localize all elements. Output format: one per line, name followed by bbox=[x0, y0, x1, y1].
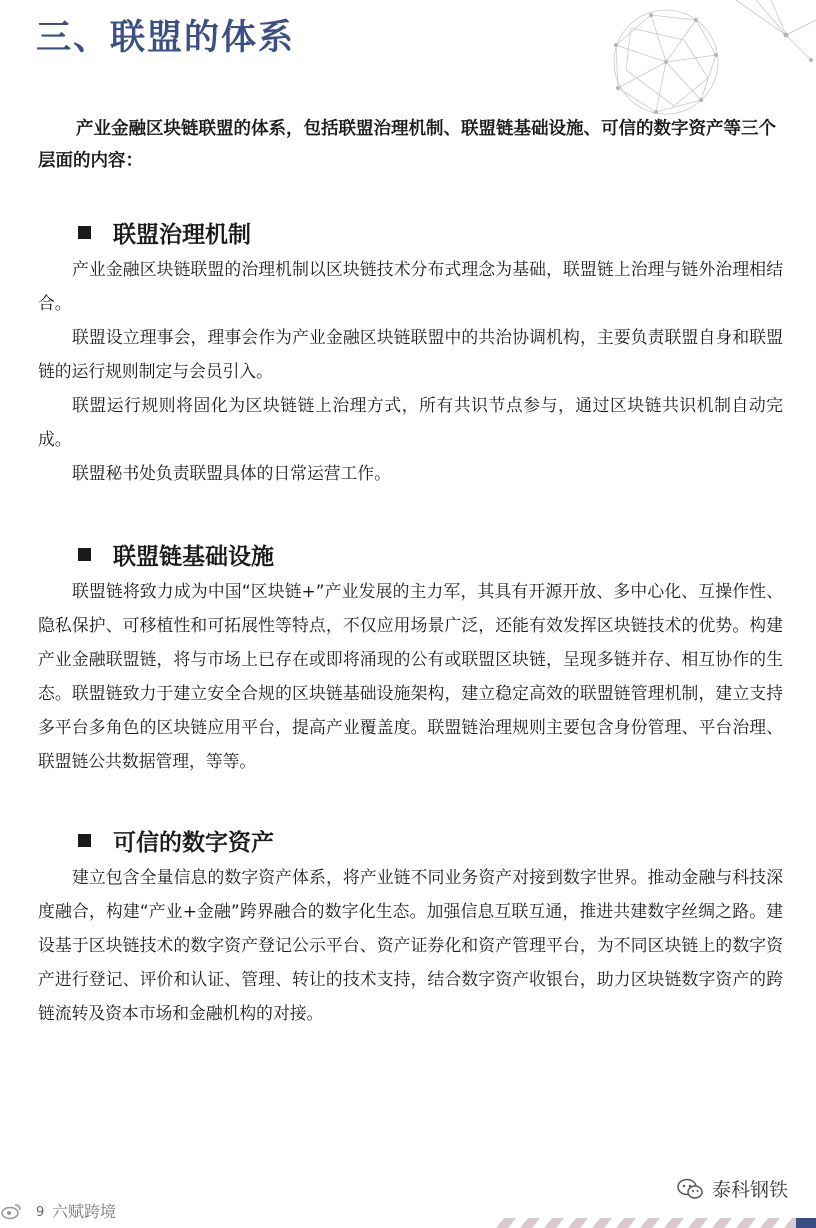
weibo-icon bbox=[0, 1202, 22, 1220]
page-number: 9 bbox=[36, 1205, 45, 1220]
geometric-sphere-decoration bbox=[556, 0, 816, 120]
watermark bbox=[0, 1199, 116, 1222]
square-bullet-icon bbox=[78, 834, 91, 847]
paragraph: 建立包含全量信息的数字资产体系，将产业链不同业务资产对接到数字世界。推动金融与科技深度融合，构建“产业+金融”跨界融合的数字化生态。加强信息互联互通，推进共建数字丝绸之路。建设基于区块链技术的数字资产登记公示平台、资产证券化和资产管理平台，为不同区块链上的数字资产进行登记、评价和认证、管理、转让的技术支持，结合数字资产收银台，助力区块链数字资产的跨链流转及资本市场和金融机构的对接。 bbox=[38, 867, 783, 1023]
section-heading bbox=[38, 212, 783, 252]
paragraph: 联盟运行规则将固化为区块链链上治理方式，所有共识节点参与，通过区块链共识机制自动完成。 bbox=[38, 395, 783, 449]
paragraph: 联盟设立理事会，理事会作为产业金融区块链联盟中的共治协调机构，主要负责联盟自身和联盟链的运行规则制定与会员引入。 bbox=[38, 327, 783, 381]
brand-name: 泰科钢铁 bbox=[711, 1179, 788, 1201]
section-digital-assets bbox=[38, 820, 783, 1030]
intro-paragraph: 产业金融区块链联盟的体系，包括联盟治理机制、联盟链基础设施、可信的数字资产等三个层面的内容： bbox=[38, 119, 776, 171]
section-infrastructure bbox=[38, 534, 783, 778]
decorative-stripes bbox=[496, 1218, 816, 1228]
section-governance bbox=[38, 212, 783, 490]
brand-mark bbox=[676, 1175, 788, 1202]
paragraph: 联盟链将致力成为中国“区块链+”产业发展的主力军，其具有开源开放、多中心化、互操作性、隐私保护、可移植性和可拓展性等特点，不仅应用场景广泛，还能有效发挥区块链技术的优势。构建产业金融联盟链，将与市场上已存在或即将涌现的公有或联盟区块链，呈现多链并存、相互协作的生态。联盟链致力于建立安全合规的区块链基础设施架构，建立稳定高效的联盟链管理机制，建立支持多平台多角色的区块链应用平台，提高产业覆盖度。联盟链治理规则主要包含身份管理、平台治理、联盟链公共数据管理，等等。 bbox=[38, 581, 783, 771]
paragraph: 产业金融区块链联盟的治理机制以区块链技术分布式理念为基础，联盟链上治理与链外治理相结合。 bbox=[38, 259, 783, 313]
section-heading bbox=[38, 534, 783, 574]
section-heading bbox=[38, 820, 783, 860]
square-bullet-icon bbox=[78, 226, 91, 239]
section-heading-text: 可信的数字资产 bbox=[113, 829, 274, 856]
square-bullet-icon bbox=[78, 548, 91, 561]
section-heading-text: 联盟治理机制 bbox=[113, 221, 251, 248]
watermark-text: 六赋跨境 bbox=[52, 1202, 117, 1221]
section-heading-text: 联盟链基础设施 bbox=[113, 543, 274, 570]
page-title: 三、联盟的体系 bbox=[36, 18, 296, 58]
wechat-icon bbox=[676, 1177, 704, 1201]
paragraph: 联盟秘书处负责联盟具体的日常运营工作。 bbox=[72, 463, 391, 483]
